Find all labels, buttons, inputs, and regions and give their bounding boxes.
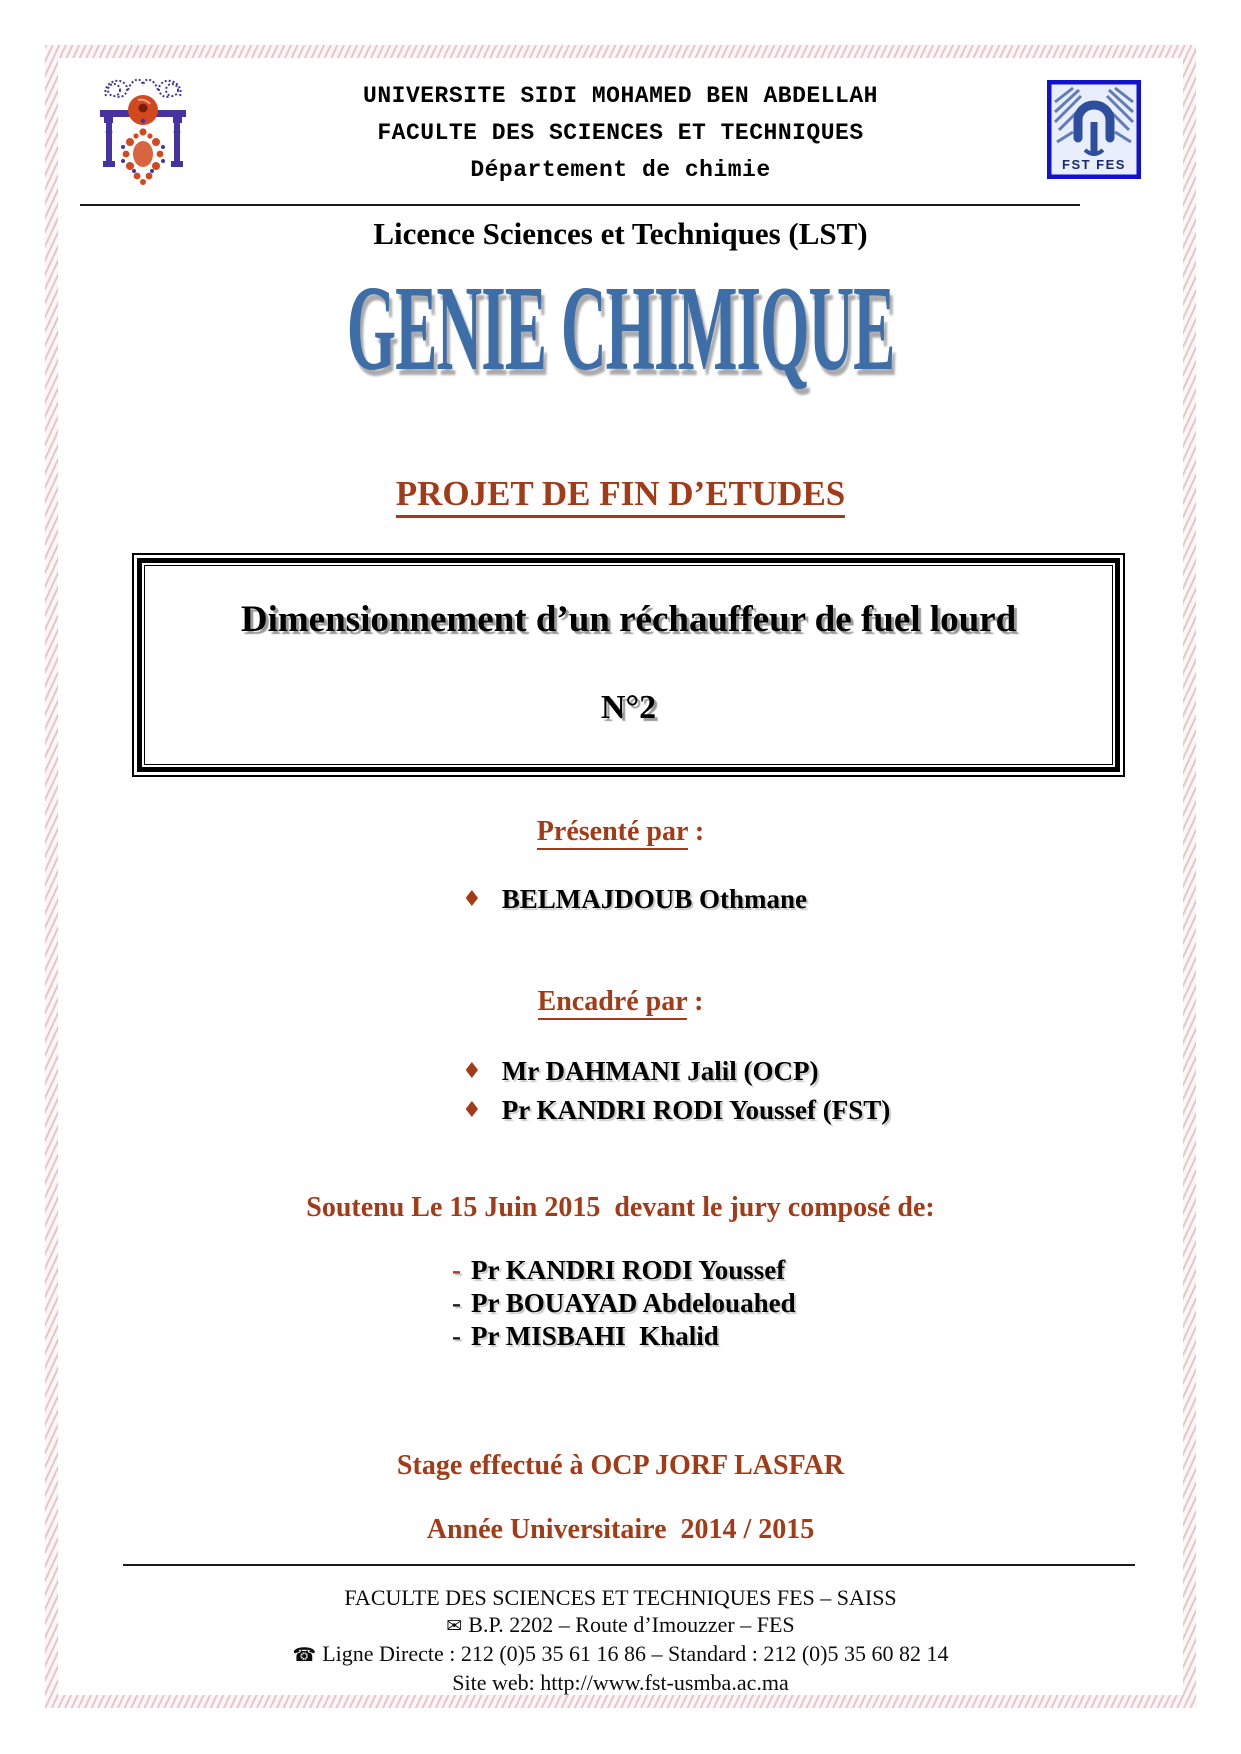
jury-member-name: Pr BOUAYAD Abdelouahed (471, 1288, 796, 1318)
academic-year-line: Année Universitaire 2014 / 2015 (426, 1514, 815, 1545)
footer-faculty-line: FACULTE DES SCIENCES ET TECHNIQUES FES – SAISS (344, 1585, 897, 1610)
fst-fes-logo-text: FST FES (1062, 157, 1126, 172)
specialty-wordart: GENIE CHIMIQUE (346, 261, 895, 396)
faculty-name: FACULTE DES SCIENCES ET TECHNIQUES (377, 120, 864, 146)
list-item (462, 1052, 890, 1091)
phone-icon: ☎ (292, 1644, 317, 1666)
diamond-bullet-icon: ♦ (462, 1098, 482, 1123)
diamond-bullet-icon: ♦ (462, 1059, 482, 1084)
presented-by-list (462, 880, 807, 919)
supervisor-name: Pr KANDRI RODI Youssef (FST) (501, 1095, 891, 1125)
supervisor-name: Mr DAHMANI Jalil (OCP) (501, 1056, 819, 1086)
report-heading: PROJET DE FIN D’ETUDES (58, 474, 1183, 514)
jury-dash: - (452, 1255, 461, 1285)
program-title: Licence Sciences et Techniques (LST) (373, 216, 868, 251)
footer-phone-line: ☎ Ligne Directe : 212 (0)5 35 61 16 86 – Standard : 212 (0)5 35 60 82 14 (292, 1641, 949, 1666)
student-name: BELMAJDOUB Othmane (501, 884, 808, 914)
department-name: Département de chimie (470, 157, 771, 183)
defense-line: Soutenu Le 15 Juin 2015 devant le jury composé de: (306, 1192, 935, 1223)
usmba-university-logo (92, 70, 194, 190)
institution-name-block (194, 70, 1047, 189)
jury-dash: - (452, 1288, 461, 1318)
university-name: UNIVERSITE SIDI MOHAMED BEN ABDELLAH (363, 83, 878, 109)
jury-member-name: Pr MISBAHI Khalid (471, 1321, 719, 1351)
jury-member-name: Pr KANDRI RODI Youssef (471, 1255, 786, 1285)
footer (58, 1584, 1183, 1696)
report-number: N°2 (600, 689, 657, 726)
list-item (462, 880, 807, 919)
footer-divider-line (123, 1564, 1135, 1566)
supervised-by-heading: Encadré par : (58, 986, 1183, 1018)
supervised-by-list (462, 1052, 890, 1130)
jury-row (452, 1254, 796, 1287)
report-title: Dimensionnement d’un réchauffeur de fuel lourd (240, 599, 1017, 640)
jury-row (452, 1287, 796, 1320)
jury-row (452, 1320, 796, 1353)
footer-address-line: ✉ B.P. 2202 – Route d’Imouzzer – FES (446, 1612, 795, 1637)
header-divider-line (80, 204, 1080, 206)
specialty-wordart-wrap (58, 261, 1183, 424)
presented-by-heading: Présenté par : (58, 816, 1183, 848)
mail-icon: ✉ (446, 1615, 463, 1637)
jury-dash: - (452, 1321, 461, 1351)
internship-line: Stage effectué à OCP JORF LASFAR (396, 1450, 845, 1481)
title-box (132, 553, 1125, 777)
header (92, 70, 1141, 190)
jury-list (452, 1254, 796, 1353)
list-item (462, 1091, 890, 1130)
fst-fes-logo (1047, 80, 1141, 179)
footer-website-line: Site web: http://www.fst-usmba.ac.ma (452, 1670, 789, 1695)
diamond-bullet-icon: ♦ (462, 887, 482, 912)
